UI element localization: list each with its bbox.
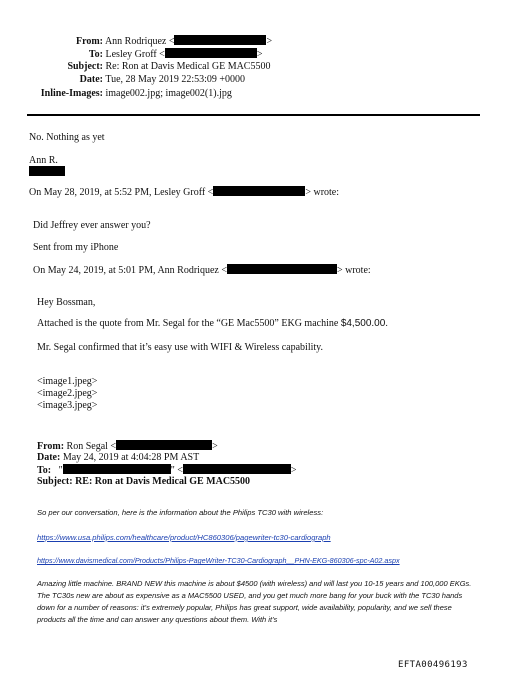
redaction-bar — [227, 264, 337, 274]
date-value: Tue, 28 May 2019 22:53:09 +0000 — [105, 74, 246, 85]
inline-images-label: Inline-Images: — [40, 88, 103, 99]
quote1-line1: Did Jeffrey ever answer you? — [33, 220, 151, 231]
philips-link[interactable]: https://www.usa.philips.com/healthcare/product/HC860306/pagewriter-tc30-cardiograph — [37, 533, 331, 542]
redaction-bar — [29, 166, 65, 176]
forward-to: To: " " < > — [37, 465, 297, 476]
date-label: Date: — [79, 74, 103, 85]
segal-paragraph: Amazing little machine. BRAND NEW this machine is about $4500 (with wireless) and will last you 10-15 years and 100,000 EKGs. The TC30s new are about as expensive as a MAC5500 USED, and you get much more bang for your buck with the TC30 hands down for a number of reasons: it’s extremely popular, Philips has great support, wide availability, popularity, and we sell these products all the time and can answer any questions about them. With it’s — [37, 579, 472, 624]
quote1-line2: Sent from my iPhone — [33, 242, 119, 253]
from-value: Ann Rodriquez < — [104, 36, 175, 47]
segal-intro: So per our conversation, here is the information about the Philips TC30 with wireless: — [37, 508, 324, 517]
davismedical-link[interactable]: https://www.davismedical.com/Products/Philips-PageWriter-TC30-Cardiograph__PHN-EKG-860306-spc-A02.aspx — [37, 556, 400, 565]
attachment-1: <image1.jpeg> — [37, 376, 98, 387]
greeting: Hey Bossman, — [37, 297, 96, 308]
signature: Ann R. — [29, 155, 58, 166]
redaction-bar — [116, 440, 212, 450]
email-header-inline-images — [0, 88, 232, 100]
redaction-bar — [174, 35, 266, 45]
forward-subject: Subject: RE: Ron at Davis Medical GE MAC5500 — [37, 476, 251, 487]
inline-images-value: image002.jpg; image002(1).jpg — [105, 88, 232, 99]
email-header-date — [0, 74, 245, 86]
quote-header-2: On May 24, 2019, at 5:01 PM, Ann Rodriquez < > wrote: — [33, 265, 371, 276]
email-header-subject — [0, 61, 270, 73]
confirm-line: Mr. Segal confirmed that it’s easy use with WIFI & Wireless capability. — [37, 342, 324, 353]
from-label: From: — [75, 36, 103, 47]
document-id: EFTA00496193 — [398, 660, 468, 670]
redaction-bar — [165, 48, 257, 58]
header-divider — [27, 114, 480, 116]
attached-line: Attached is the quote from Mr. Segal for the “GE Mac5500” EKG machine $4,500.00. — [37, 318, 389, 329]
redaction-bar — [213, 186, 305, 196]
to-value: Lesley Groff < — [105, 49, 165, 60]
attachment-3: <image3.jpeg> — [37, 400, 98, 411]
to-label: To: — [88, 49, 103, 60]
attachment-2: <image2.jpeg> — [37, 388, 98, 399]
price: $4,500.00. — [340, 318, 389, 329]
subject-value: Re: Ron at Davis Medical GE MAC5500 — [105, 61, 271, 72]
forward-from: From: Ron Segal < > — [37, 441, 218, 452]
quote-header-1: On May 28, 2019, at 5:52 PM, Lesley Groff < > wrote: — [29, 187, 340, 198]
redaction-bar — [63, 464, 171, 474]
reply-text: No. Nothing as yet — [29, 132, 105, 143]
redaction-bar — [183, 464, 291, 474]
email-header-to: To: Lesley Groff < > — [0, 48, 262, 61]
email-header-from: From: Ann Rodriquez < > — [0, 35, 272, 48]
forward-date: Date: May 24, 2019 at 4:04:28 PM AST — [37, 452, 200, 463]
subject-label: Subject: — [67, 61, 103, 72]
